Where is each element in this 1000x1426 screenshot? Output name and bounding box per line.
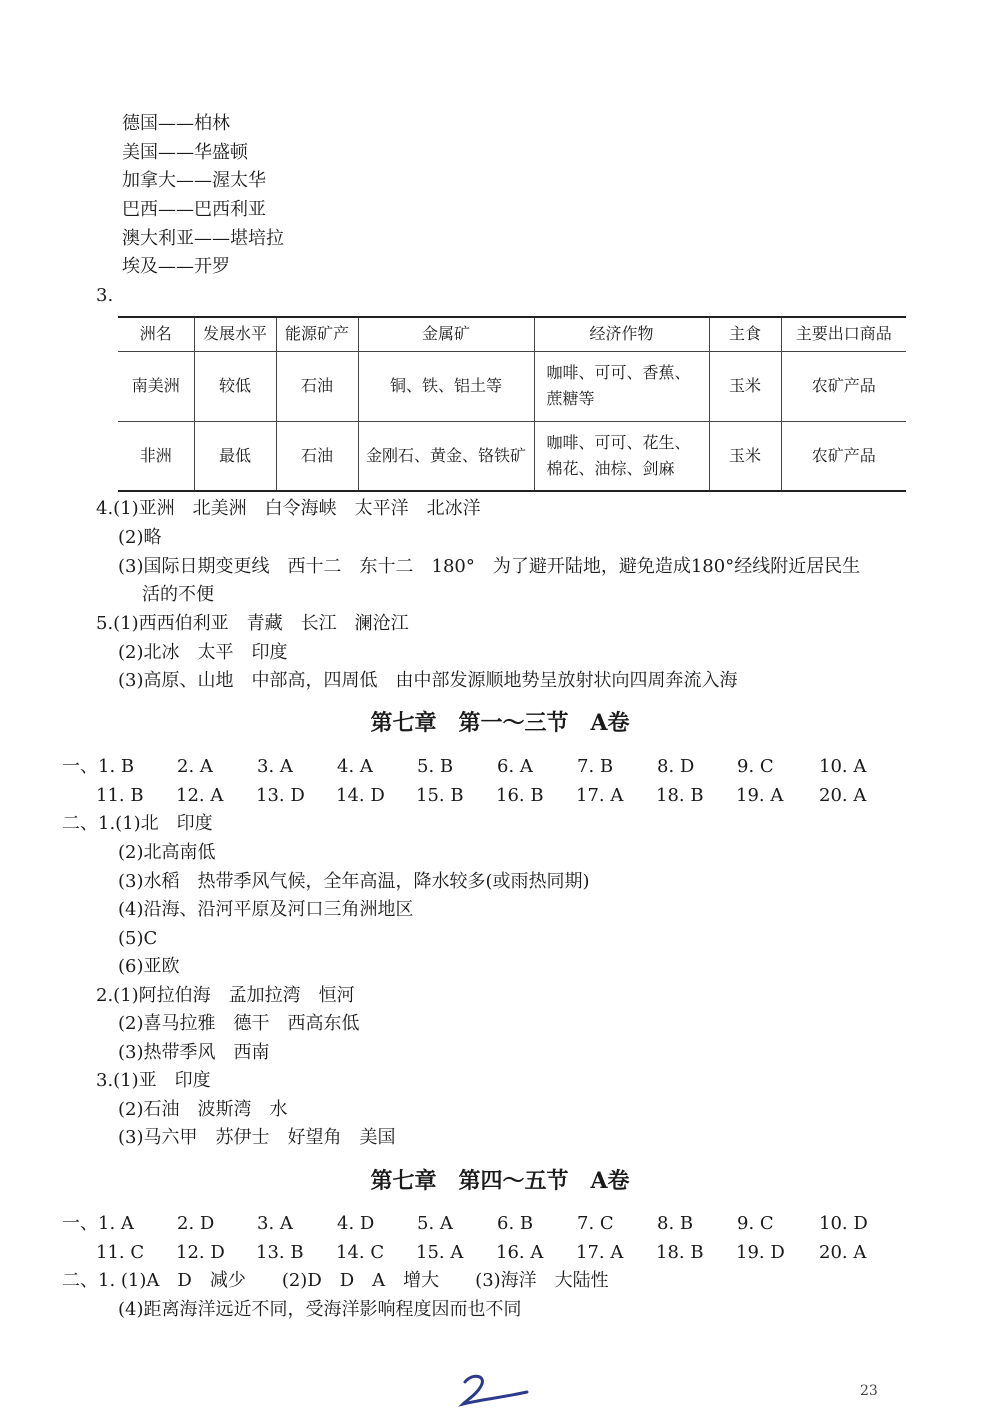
capital-line-5: 澳大利亚——堪培拉 [122, 228, 284, 249]
answer-line: (3)热带季风 西南 [118, 1042, 270, 1063]
answer-line: (5)C [118, 928, 158, 949]
col-header-energy: 能源矿产 [276, 317, 358, 351]
cell-energy: 石油 [276, 421, 358, 491]
capital-line-6: 埃及——开罗 [122, 256, 230, 277]
mc-answer: 一、1. A [62, 1213, 134, 1234]
col-header-export: 主要出口商品 [781, 317, 906, 351]
answer-line: 2.(1)阿拉伯海 孟加拉湾 恒河 [96, 985, 355, 1006]
answer-line: (4)距离海洋远近不同，受海洋影响程度因而也不同 [118, 1299, 522, 1320]
mc-answer: 18. B [656, 785, 704, 806]
table-row [118, 351, 906, 421]
cell-crops [534, 351, 709, 421]
col-header-continent: 洲名 [118, 317, 194, 351]
mc-answer: 2. A [177, 756, 213, 777]
cell-export: 农矿产品 [781, 351, 906, 421]
answer-line: (6)亚欧 [118, 956, 180, 977]
col-header-level: 发展水平 [194, 317, 276, 351]
table-row [118, 421, 906, 491]
capital-line-1: 德国——柏林 [122, 113, 230, 134]
continent-comparison-table [118, 316, 906, 492]
cell-continent: 南美洲 [118, 351, 194, 421]
mc-answer: 10. A [819, 756, 867, 777]
mc-answer: 4. A [337, 756, 373, 777]
mc-answer: 11. C [96, 1242, 145, 1263]
cell-metal: 铜、铁、铝土等 [358, 351, 534, 421]
mc-answer: 5. B [417, 756, 454, 777]
mc-answer: 12. D [176, 1242, 225, 1263]
mc-answer: 8. D [657, 756, 695, 777]
mc-answer: 18. B [656, 1242, 704, 1263]
mc-answer: 15. B [416, 785, 464, 806]
table-header-row [118, 317, 906, 351]
cell-metal: 金刚石、黄金、铬铁矿 [358, 421, 534, 491]
mc-answer: 16. A [496, 1242, 544, 1263]
mc-answer: 7. C [577, 1213, 614, 1234]
mc-answer: 20. A [819, 785, 867, 806]
mc-answer: 2. D [177, 1213, 215, 1234]
answer-line: 二、1. (1)A D 减少 (2)D D A 增大 (3)海洋 大陆性 [62, 1270, 609, 1291]
section-title: 第七章 第四～五节 A卷 [370, 1168, 630, 1194]
cell-level: 较低 [194, 351, 276, 421]
answer-4-3: (3)国际日期变更线 西十二 东十二 180° 为了避开陆地，避免造成180°经线附近居民生 [118, 556, 861, 577]
cell-crops-text: 咖啡、可可、花生、棉花、油棕、剑麻 [546, 432, 691, 478]
answer-line: (4)沿海、沿河平原及河口三角洲地区 [118, 899, 414, 920]
cell-export: 农矿产品 [781, 421, 906, 491]
mc-answer: 3. A [257, 756, 293, 777]
mc-answer: 8. B [657, 1213, 694, 1234]
capital-line-2: 美国——华盛顿 [122, 142, 248, 163]
mc-answer: 7. B [577, 756, 614, 777]
answer-line: (3)马六甲 苏伊士 好望角 美国 [118, 1127, 396, 1148]
page-number: 23 [860, 1383, 878, 1399]
cell-continent: 非洲 [118, 421, 194, 491]
mc-answer: 一、1. B [62, 756, 135, 777]
answer-line: (2)喜马拉雅 德干 西高东低 [118, 1013, 360, 1034]
handwritten-mark-icon [455, 1370, 535, 1410]
mc-answer: 4. D [337, 1213, 375, 1234]
answer-5-2: (2)北冰 太平 印度 [118, 642, 288, 663]
cell-level: 最低 [194, 421, 276, 491]
mc-answer: 6. B [497, 1213, 534, 1234]
mc-answer: 3. A [257, 1213, 293, 1234]
mc-answer: 6. A [497, 756, 533, 777]
col-header-staple: 主食 [709, 317, 781, 351]
mc-answer: 5. A [417, 1213, 453, 1234]
answer-4-2: (2)略 [118, 527, 162, 548]
mc-answer: 17. A [576, 1242, 624, 1263]
answer-line: 3.(1)亚 印度 [96, 1070, 211, 1091]
answer-line: (3)水稻 热带季风气候，全年高温，降水较多(或雨热同期) [118, 871, 590, 892]
mc-answer: 20. A [819, 1242, 867, 1263]
question-3-label: 3. [96, 285, 114, 306]
mc-answer: 13. B [256, 1242, 304, 1263]
mc-answer: 10. D [819, 1213, 868, 1234]
mc-answer: 9. C [737, 756, 774, 777]
answer-5-1: 5.(1)西西伯利亚 青藏 长江 澜沧江 [96, 613, 409, 634]
mc-answer: 15. A [416, 1242, 464, 1263]
answer-line: (2)北高南低 [118, 842, 216, 863]
mc-answer: 14. D [336, 785, 385, 806]
cell-energy: 石油 [276, 351, 358, 421]
answer-4-3-cont: 活的不便 [142, 584, 214, 605]
col-header-crops: 经济作物 [534, 317, 709, 351]
mc-answer: 13. D [256, 785, 305, 806]
mc-answer: 12. A [176, 785, 224, 806]
mc-answer: 14. C [336, 1242, 385, 1263]
answer-line: 二、1.(1)北 印度 [62, 813, 213, 834]
section-title: 第七章 第一～三节 A卷 [370, 710, 630, 736]
cell-crops [534, 421, 709, 491]
answer-4-1: 4.(1)亚洲 北美洲 白令海峡 太平洋 北冰洋 [96, 498, 481, 519]
cell-staple: 玉米 [709, 351, 781, 421]
capital-line-4: 巴西——巴西利亚 [122, 199, 266, 220]
cell-crops-text: 咖啡、可可、香蕉、蔗糖等 [546, 363, 691, 408]
capital-line-3: 加拿大——渥太华 [122, 170, 266, 191]
mc-answer: 16. B [496, 785, 544, 806]
cell-staple: 玉米 [709, 421, 781, 491]
mc-answer: 17. A [576, 785, 624, 806]
col-header-metal: 金属矿 [358, 317, 534, 351]
mc-answer: 19. D [736, 1242, 785, 1263]
mc-answer: 9. C [737, 1213, 774, 1234]
mc-answer: 11. B [96, 785, 144, 806]
answer-5-3: (3)高原、山地 中部高，四周低 由中部发源顺地势呈放射状向四周奔流入海 [118, 670, 738, 691]
answer-line: (2)石油 波斯湾 水 [118, 1099, 288, 1120]
mc-answer: 19. A [736, 785, 784, 806]
